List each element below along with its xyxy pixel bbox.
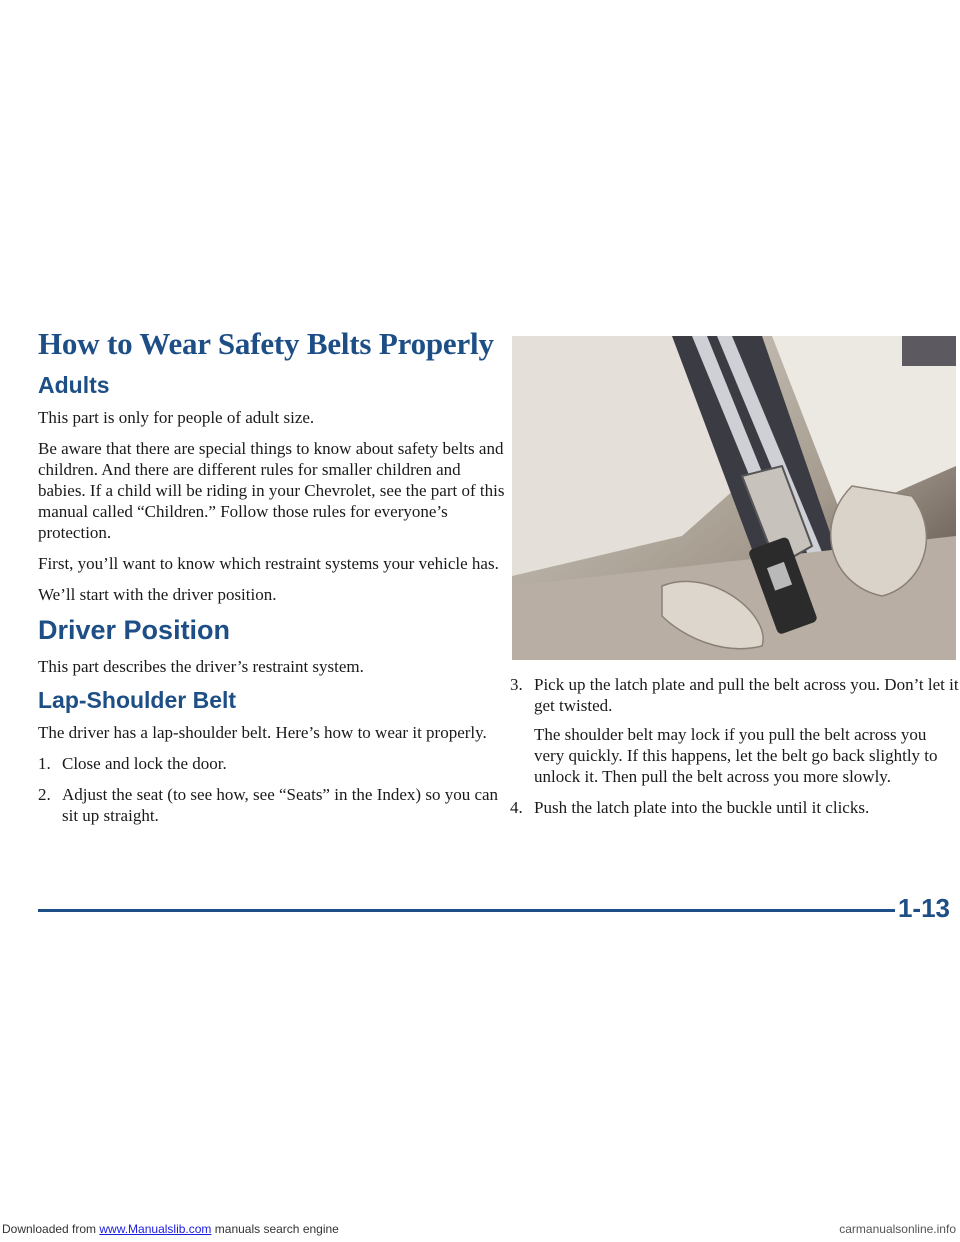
steps-list-right	[510, 674, 960, 818]
list-item: 2. Adjust the seat (to see how, see “Seats” in the Index) so you can sit up straight.	[38, 785, 499, 825]
adults-paragraph-3: First, you’ll want to know which restraint systems your vehicle has.	[38, 554, 499, 573]
driver-paragraph: This part describes the driver’s restraint system.	[38, 657, 364, 676]
adults-paragraph-1: This part is only for people of adult size.	[38, 408, 315, 427]
download-watermark: Downloaded from www.Manualslib.com manuals search engine	[2, 1222, 339, 1236]
list-item: 1. Close and lock the door.	[38, 754, 227, 773]
right-column	[510, 660, 960, 828]
seatbelt-illustration	[512, 336, 956, 660]
left-column	[38, 326, 508, 836]
page-title: How to Wear Safety Belts Properly	[38, 326, 494, 361]
lap-paragraph: The driver has a lap-shoulder belt. Here’s how to wear it properly.	[38, 723, 487, 742]
step-3-continuation: The shoulder belt may lock if you pull the belt across you very quickly. If this happens, let the belt go back slightly to unlock it. Then pull the belt across you more slowly.	[534, 725, 938, 786]
list-item: 3. Pick up the latch plate and pull the belt across you. Don’t let it get twisted. The shoulder belt may lock if you pull the belt across you very quickly. If this happens, let the belt go back slightly to unlock it. Then pull the belt across you more slowly.	[510, 675, 959, 786]
seatbelt-photo	[512, 336, 956, 660]
driver-position-heading: Driver Position	[38, 615, 231, 645]
footer-rule	[38, 909, 895, 912]
lap-shoulder-heading: Lap-Shoulder Belt	[38, 687, 237, 713]
page-number: 1-13	[897, 893, 950, 923]
adults-heading: Adults	[38, 372, 110, 398]
steps-list-left	[38, 753, 508, 826]
manualslib-link[interactable]: www.Manualslib.com	[99, 1222, 212, 1236]
adults-paragraph-2: Be aware that there are special things to know about safety belts and children. And there are different rules for smaller children and babies. If a child will be riding in your Chevrolet, see the part of this manual called “Children.” Follow those rules for everyone’s protection.	[38, 439, 505, 542]
adults-paragraph-4: We’ll start with the driver position.	[38, 585, 277, 604]
list-item: 4. Push the latch plate into the buckle until it clicks.	[510, 798, 870, 817]
site-watermark: carmanualsonline.info	[839, 1222, 956, 1236]
